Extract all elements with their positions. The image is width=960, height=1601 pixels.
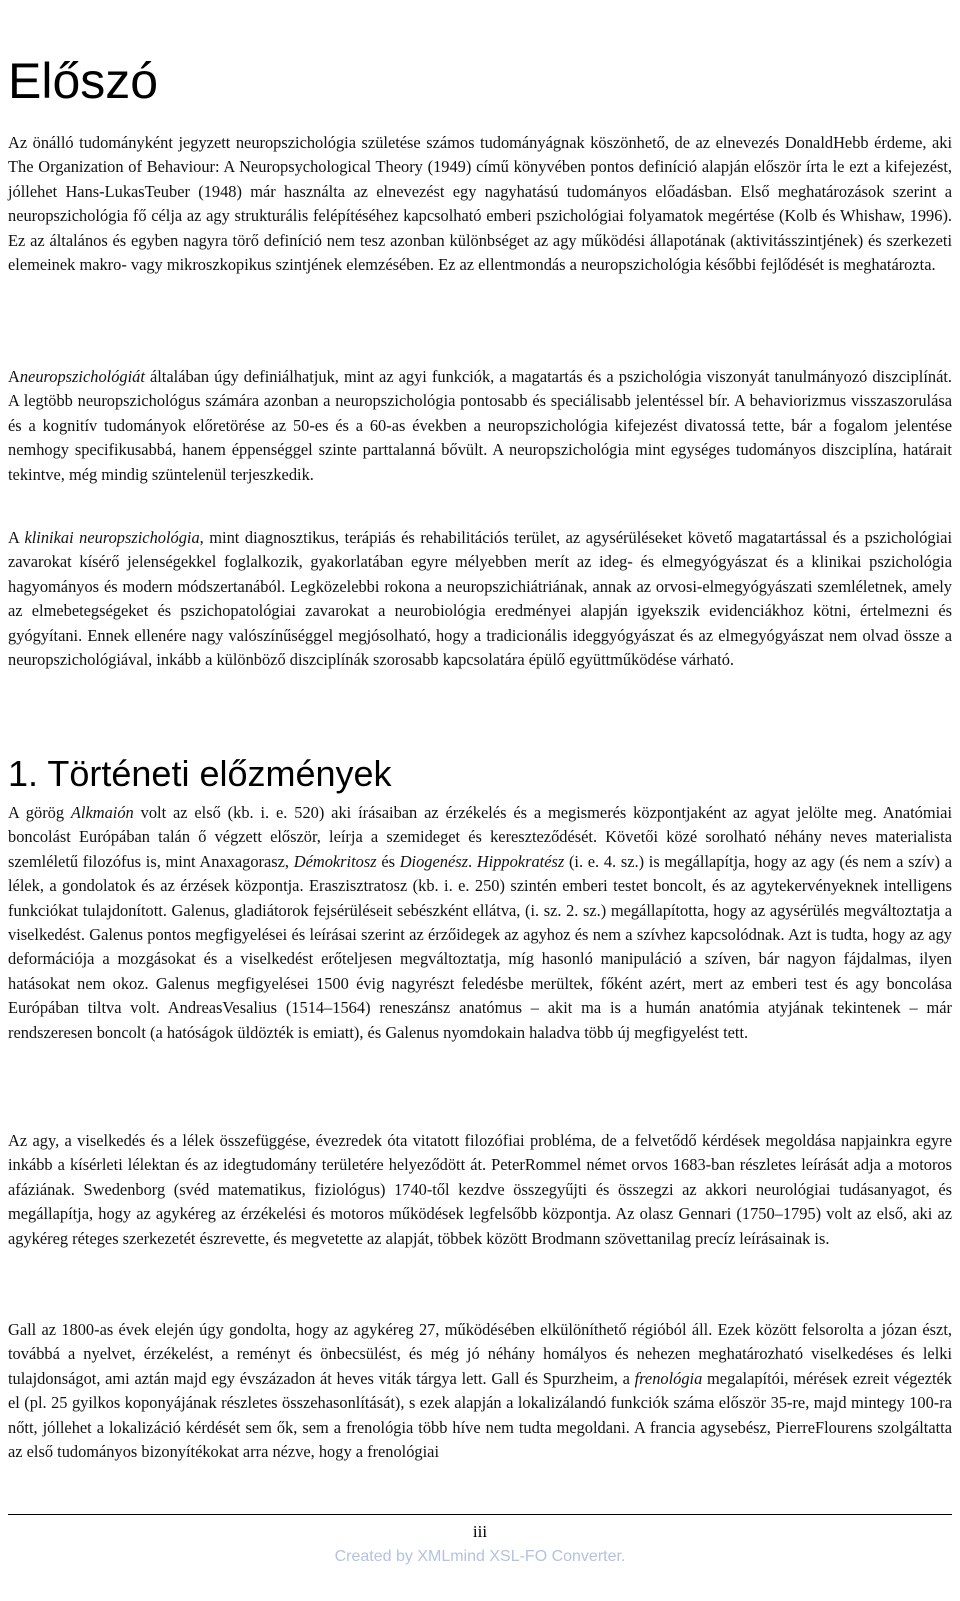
italic-name: Hippokratész xyxy=(476,851,565,871)
paragraph-clinical xyxy=(8,526,952,672)
page-title: Előszó xyxy=(8,53,159,109)
text-run: A görög xyxy=(8,803,71,822)
text-run: , mint diagnosztikus, terápiás és rehabilitációs terület, az agysérüléseket követő magatartással és a pszichológiai zavarokat kísérő jelenségekkel foglalkozik, gyakorlatában egyre mélyebben merít az ideg- és elmegyógyászat és a klinikai pszichológia hagyományos és modern módszertanából. Legközelebbi rokona a neuropszichiátriának, annak az orvosi-elmegyógyászati szemléletnek, amely az elmebetegségeket és pszichopatológiai zavarokat a neurobiológia eredményei alapján igyekszik evidenciákhoz kötni, értelmezni és gyógyítani. Ennek ellenére nagy valószínűséggel megjósolható, hogy a tradicionális ideggyógyászat és az elmegyógyászat nem olvad össze a neuropszichológiával, inkább a különböző diszciplínák szorosabb kapcsolatára épülő együttműködése várható. xyxy=(8,528,952,670)
text-run: (i. e. 4. sz.) is megállapítja, hogy az agy (és nem a szív) a lélek, a gondolatok és az érzések központja. Eraszisztratosz (kb. i. e. 250) szintén emberi testet boncolt, és az agytekervényeknek intelligens funkciókat tulajdonított. Galenus, gladiátorok fejsérüléseit sebészként ellátva, (i. sz. 2. sz.) megállapította, hogy az agysérülés megváltoztatja a viselkedést. Galenus pontos megfigyelései és leírásai szerint az érzőidegek az agyhoz és nem a szívhez kapcsolódnak. Azt is tudta, hogy az agy deformációja a mozgásokat és a viselkedést erőteljesen megváltoztatja, míg hasonló manipuláció a szíven, bár nagyon fájdalmas, ilyen hatásokat nem okoz. Galenus megfigyelései 1500 évig nagyrészt feledésbe merültek, főként azért, mert az emberi test és agy boncolása Európában tiltva volt. AndreasVesalius (1514–1564) reneszánsz anatómus – akit ma is a humán anatómia atyjának tekintenek – már rendszeresen boncolt (a hatóságok üldözték is emiatt), és Galenus nyomdokain haladva több új megfigyelést tett. xyxy=(8,851,952,1042)
italic-term: klinikai neuropszichológia xyxy=(24,528,200,547)
italic-name: Alkmaión xyxy=(70,803,134,822)
text-run: megalapítói, mérések ezreit végezték el (pl. 25 gyilkos koponyájának részletes összehasonlítását), s ezek alapján a lokalizálandó funkciók száma először 35-re, majd mintegy 100-ra nőtt, jóllehet a lokalizáció kérdését sem ők, sem a frenológia több híve nem tudta megoldani. A francia agysebész, PierreFlourens szolgáltatta az első tudományos bizonyítékokat arra nézve, hogy a frenológiai xyxy=(8,1368,952,1462)
paragraph-intro: Az önálló tudományként jegyzett neuropszichológia születése számos tudományágnak köszönhető, de az elnevezés DonaldHebb érdeme, aki The Organization of Behaviour: A Neuropsychological Theory (1949) című könyvében pontos definíció alapján először írta le ezt a kifejezést, jóllehet Hans-LukasTeuber (1948) már használta az elnevezést egy nagyhatású tudományos előadásban. Első meghatározások szerint a neuropszichológia fő célja az agy strukturális felépítéséhez kapcsolható emberi pszichológiai folyamatok megértése (Kolb és Whishaw, 1996). Ez az általános és egyben nagyra törő definíció nem tesz azonban különbséget az agy működési állapotának (aktivitásszintjének) és szerkezeti elemeinek makro- vagy mikroszkopikus szintjének elemzésében. Ez az ellentmondás a neuropszichológia későbbi fejlődését is meghatározta. xyxy=(8,133,952,275)
paragraph-history-modern: Az agy, a viselkedés és a lélek összefüggése, évezredek óta vitatott filozófiai probléma, de a felvetődő kérdések megoldása napjainkra egyre inkább a kísérleti lélektan és az idegtudomány területére helyeződött át. PeterRommel német orvos 1683-ban részletes leírását adja a motoros afáziának. Swedenborg (svéd matematikus, fiziológus) 1740-től kezdve összegyűjti és összegzi az akkori neurológiai tudásanyagot, és megállapítja, hogy az agykéreg az érzékelési és motoros működések legfelsőbb központja. Az olasz Gennari (1750–1795) volt az első, aki az agykéreg réteges szerkezetét észrevette, és megvetette az alapját, többek között Brodmann szövettanilag precíz leírásainak is. xyxy=(8,1131,952,1248)
paragraph-definition xyxy=(8,365,952,487)
text-run: volt az első (kb. i. e. 520) aki írásaiban az érzékelés és a megismerés központjaként az agyat jelölte meg. Anatómiai boncolást Európában talán ő végzett először, leírja a szemideget és kereszteződését. Követői közé sorolható néhány neves materialista szemléletű filozófus is, mint Anaxagorasz, xyxy=(8,803,952,871)
page-number: iii xyxy=(472,1522,488,1541)
text-run: Gall az 1800-as évek elején úgy gondolta, hogy az agykéreg 27, működésében elkülöníthető régióból áll. Ezek között felsorolta a józan észt, továbbá a nyelvet, érzékelést, a reményt és önbecsülést, és még jó néhány homályos és nehezen meghatározható viselkedéses és lelki tulajdonságot, ami aztán majd egy évszázadon át heves viták tárgya lett. Gall és Spurzheim, a xyxy=(8,1320,952,1388)
text-run: és xyxy=(376,851,400,871)
text-run: általában úgy definiálhatjuk, mint az agyi funkciók, a magatartás és a pszichológia viszonyát tanulmányozó diszciplínát. A legtöbb neuropszichológus számára azonban a neuropszichológia pontosabb és speciálisabb jelentéssel bír. A behaviorizmus visszaszorulása és a kognitív tudományok előretörése az 50-es és a 60-as években a neuropszichológia kifejezést divatossá tette, bár a fogalom jelentése nemhogy specifikusabbá, hanem éppenséggel szinte parttalanná bővült. A neuropszichológia mint egységes tudományos diszciplína, határait tekintve, még mindig szüntelenül terjeszkedik. xyxy=(8,367,952,484)
italic-name: Diogenész xyxy=(399,851,468,871)
text-run: A xyxy=(8,528,25,547)
section-heading: 1. Történeti előzmények xyxy=(8,753,392,794)
paragraph-history-ancient xyxy=(8,801,952,1045)
italic-term: frenológia xyxy=(634,1368,703,1388)
paragraph-phrenology xyxy=(8,1318,952,1464)
italic-name: Démokritosz xyxy=(293,851,377,871)
footer-divider xyxy=(8,1514,952,1515)
italic-term: neuropszichológiát xyxy=(19,367,145,386)
converter-watermark: Created by XMLmind XSL-FO Converter. xyxy=(334,1548,626,1565)
text-run: A xyxy=(8,367,20,386)
text-run: . xyxy=(468,851,477,871)
